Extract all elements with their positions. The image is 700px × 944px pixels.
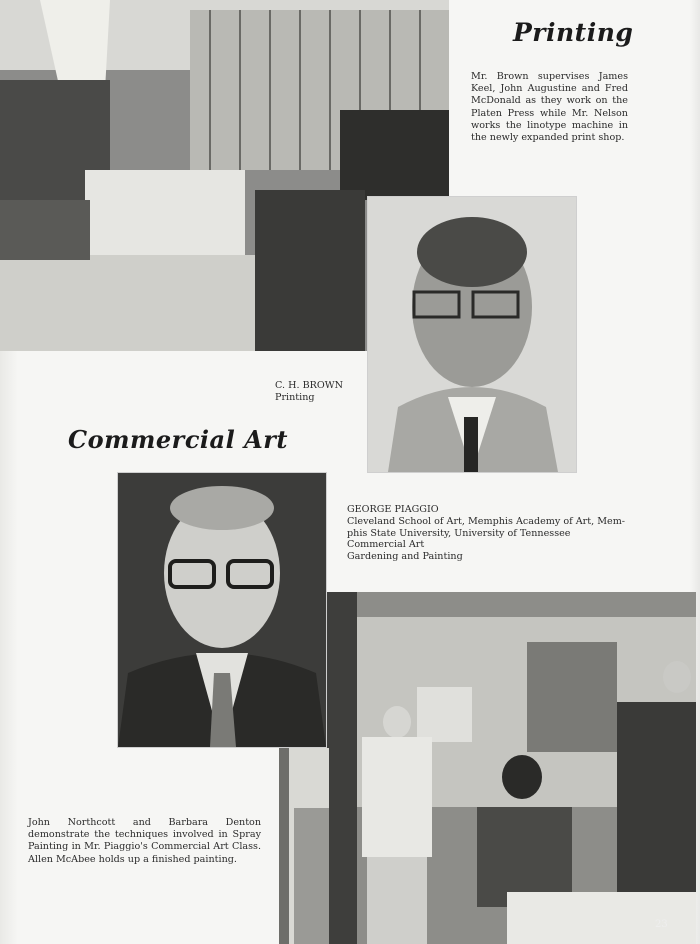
printing-heading: Printing: [513, 18, 634, 47]
brown-portrait: [367, 196, 577, 473]
commercial-art-heading: Commercial Art: [68, 425, 288, 454]
brown-name: C. H. BROWN: [275, 380, 343, 391]
art-class-caption: John Northcott and Barbara Denton demonstrate the techniques involved in Spray Painting in Mr. Piaggio's Commercial Art Class. Allen McAbee holds up a finished painting.: [28, 817, 261, 865]
art-class-photo-lower: [279, 748, 329, 944]
brown-department: Printing: [275, 391, 315, 403]
page-number: 23: [655, 919, 668, 930]
piaggio-department: Commercial Art: [347, 539, 425, 551]
brown-name-block: [275, 380, 343, 404]
piaggio-schools-line2: phis State University, University of Tennessee: [347, 527, 571, 539]
piaggio-name-block: [347, 504, 625, 563]
piaggio-name: GEORGE PIAGGIO: [347, 504, 439, 515]
print-shop-caption: Mr. Brown supervises James Keel, John Augustine and Fred McDonald as they work on the Platen Press while Mr. Nelson works the linotype machine in the newly expanded print shop.: [471, 71, 628, 144]
piaggio-schools-line1: Cleveland School of Art, Memphis Academy of Art, Mem-: [347, 515, 626, 527]
art-class-photo: [327, 592, 696, 944]
piaggio-hobby: Gardening and Painting: [347, 551, 463, 563]
piaggio-portrait: [117, 472, 327, 748]
